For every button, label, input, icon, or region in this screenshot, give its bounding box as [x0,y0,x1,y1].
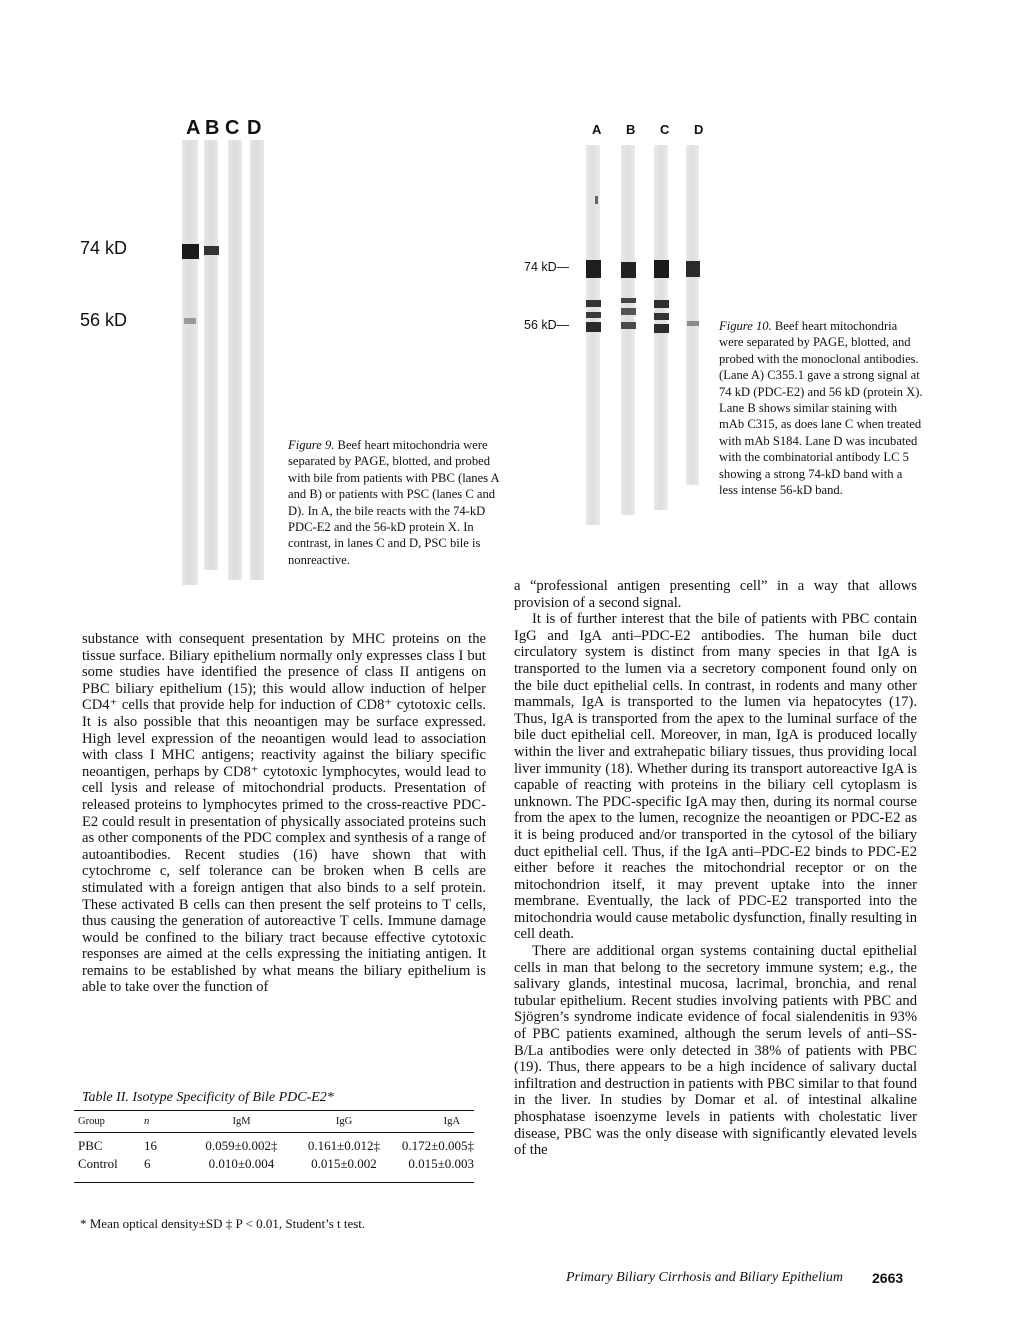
figure9-lane-a [182,140,198,585]
table-header-cell: IgA [443,1116,460,1127]
table-header-cell: IgM [232,1116,251,1127]
figure9-blot [170,140,270,590]
table-cell: 0.161±0.012‡ [307,1138,381,1153]
lane-letter: A [186,117,201,139]
table-cell: 0.015±0.003 [408,1156,474,1171]
running-title: Primary Biliary Cirrhosis and Biliary Epithelium [566,1270,844,1285]
table-cell: 0.059±0.002‡ [205,1138,278,1153]
figure9-marker-74: 74 kD [80,238,128,258]
table-row [74,1155,474,1182]
table-header-row [74,1111,474,1133]
paragraph: a “professional antigen presenting cell” in a way that allows provision of a second signal. [514,578,917,611]
figure9-band-b-74 [204,246,219,255]
table2-bottom-rule [74,1182,474,1183]
figure9-caption-label: Figure 9. [288,438,335,452]
figure10-band-a-56 [586,300,601,307]
page-number: 2663 [872,1270,904,1286]
figure9-marker-56: 56 kD [80,310,128,330]
figure10-band-b-56 [621,298,636,303]
table-cell: 0.172±0.005‡ [401,1138,474,1153]
lane-letter: C [225,117,240,139]
figure10-band-b-74 [621,262,636,278]
table-header-cell: Group [78,1116,105,1127]
lane-letter: D [694,122,704,137]
table-cell: PBC [78,1138,103,1153]
table-header-cell: IgG [335,1116,353,1127]
figure9-lane-b [204,140,218,570]
figure10-caption [719,318,924,498]
figure9-lane-d [250,140,264,580]
figure10-band-c-56 [654,300,669,308]
table2-title: Table II. Isotype Specificity of Bile PDC-E2* [82,1090,334,1105]
table-row [74,1133,474,1156]
table-cell: 16 [144,1138,157,1153]
table-header-cell: n [144,1116,150,1127]
figure9-band-a-74 [182,244,199,259]
figure9-lane-letters [186,117,267,140]
table2 [74,1110,474,1183]
lane-letter: A [592,122,602,137]
figure10-band-d-56 [687,321,699,326]
table-cell: 0.010±0.004 [208,1156,275,1171]
figure10-lane-letters [592,122,714,137]
figure10-caption-text: Beef heart mitochondria were separated by PAGE, blotted, and probed with the monoclonal antibodies. (Lane A) C355.1 gave a strong signal at 74 kD (PDC-E2) and 56 kD (protein X). Lane B shows similar staining with mAb C315, as does lane C when treated with mAb S184. Lane D was incubated with the combinatorial antibody LC 5 showing a strong 74-kD band with a less intense 56-kD band. [719,319,923,498]
left-column-text [82,631,486,996]
figure10-marker-74: 74 kD— [524,260,570,274]
figure10-lane-b [621,145,635,515]
figure9-caption-text: Beef heart mitochondria were separated by PAGE, blotted, and probed with bile from patients with PBC (lanes A and B) or patients with PSC (lanes C and D). In A, the bile reacts with the 74-kD PDC-E2 and the 56-kD protein X. In contrast, in lanes C and D, PSC bile is nonreactive. [288,438,499,567]
isotype-table [74,1111,474,1182]
right-column-text [514,578,917,1159]
lane-letter: B [205,117,220,139]
figure9-band-a-56 [184,318,196,324]
paragraph: It is of further interest that the bile of patients with PBC contain IgG and IgA anti–PDC-E2 antibodies. The human bile duct circulatory system is distinct from many species in that IgA is transported to the lumen via a secretory component found only on the bile duct epithelial cells. In contrast, in rodents and many other mammals, IgA is transported to the lumen via hepatocytes (17). Thus, IgA is transported from the apex to the luminal surface of the bile duct epithelial cell. Moreover, in man, IgA is produced locally within the liver and extrahepatic biliary tissues, thus providing local liver immunity (18). Whether during its transport autoreactive IgA is capable of reacting with proteins in the biliary cell cytoplasm is unknown. The PDC-specific IgA may then, during its normal course from the apex to the lumen, recognize the neoantigen or PDC-E2 as it is being produced and/or transported in the cytosol of the biliary duct epithelial cell. Thus, if the IgA anti–PDC-E2 binds to PDC-E2 either before it reaches the mitochondrial receptor or on the mitochondrion itself, it may prevent uptake into the inner membrane. Eventually, the lack of PDC-E2 transported into the mitochondria would cause metabolic dysfunction, finally resulting in cell death. [514,611,917,943]
figure10-marker-56: 56 kD— [524,318,570,332]
lane-letter: D [247,117,262,139]
figure10-band-a-74 [586,260,601,278]
table2-footnote: * Mean optical density±SD ‡ P < 0.01, Student’s t test. [80,1216,366,1231]
figure10-caption-label: Figure 10. [719,319,772,333]
figure10-band-d-74 [686,261,700,277]
table-cell: 6 [144,1156,151,1171]
table-cell: Control [78,1156,118,1171]
figure9-lane-c [228,140,242,580]
paragraph: substance with consequent presentation by MHC proteins on the tissue surface. Biliary epithelium normally only expresses class I but some studies have identified the presence of class II antigens on PBC biliary epithelium (15); this would allow induction of helper CD4⁺ cells that provide help for induction of CD8⁺ cytotoxic cells. It is also possible that this neoantigen may be surface expressed. High level expression of the neoantigen would lead to association with class I MHC antigens; reactivity against the biliary specific neoantigen, perhaps by CD8⁺ cytotoxic lymphocytes, would lead to cell lysis and release of mitochondrial products. Presentation of released proteins to lymphocytes primed to the cross-reactive PDC-E2 could result in presentation of physically associated proteins such as other components of the PDC complex and synthesis of a range of autoantibodies. Recent studies (16) have shown that with cytochrome c, self tolerance can be broken when B cells are stimulated with a foreign antigen that also binds to a self protein. These activated B cells can then present the self proteins to T cells, thus causing the generation of autoreactive T cells. Immune damage would be confined to the biliary tract because effective cytotoxic responses are aimed at the cells expressing the initiating antigen. It remains to be established by what means the biliary epithelium is able to take over the function of [82,631,486,996]
figure10-lane-d [686,145,699,485]
lane-letter: C [660,122,670,137]
table-cell: 0.015±0.002 [311,1156,377,1171]
figure10-blot [580,140,710,540]
lane-letter: B [626,122,636,137]
figure9-caption [288,437,500,568]
paragraph: There are additional organ systems containing ductal epithelial cells in man that belong to the secretory immune system; e.g., the salivary glands, intestinal mucosa, lacrimal, bronchia, and renal tubular epithelium. Recent studies involving patients with PBC and Sjögren’s syndrome indicate evidence of focal sialendenitis in 93% of PBC patients examined, although the serum levels of anti–SS-B/La antibodies were only detected in 38% of patients with PBC (19). Thus, there appears to be a high incidence of salivary ductal infiltration and destruction in patients with PBC similar to that found in the liver. In studies by Domar et al. of intestinal alkaline phosphatase isoenzyme levels in patients with cholestatic liver disease, PBC was the only disease with significantly elevated levels of the [514,943,917,1159]
figure10-band-c-74 [654,260,669,278]
